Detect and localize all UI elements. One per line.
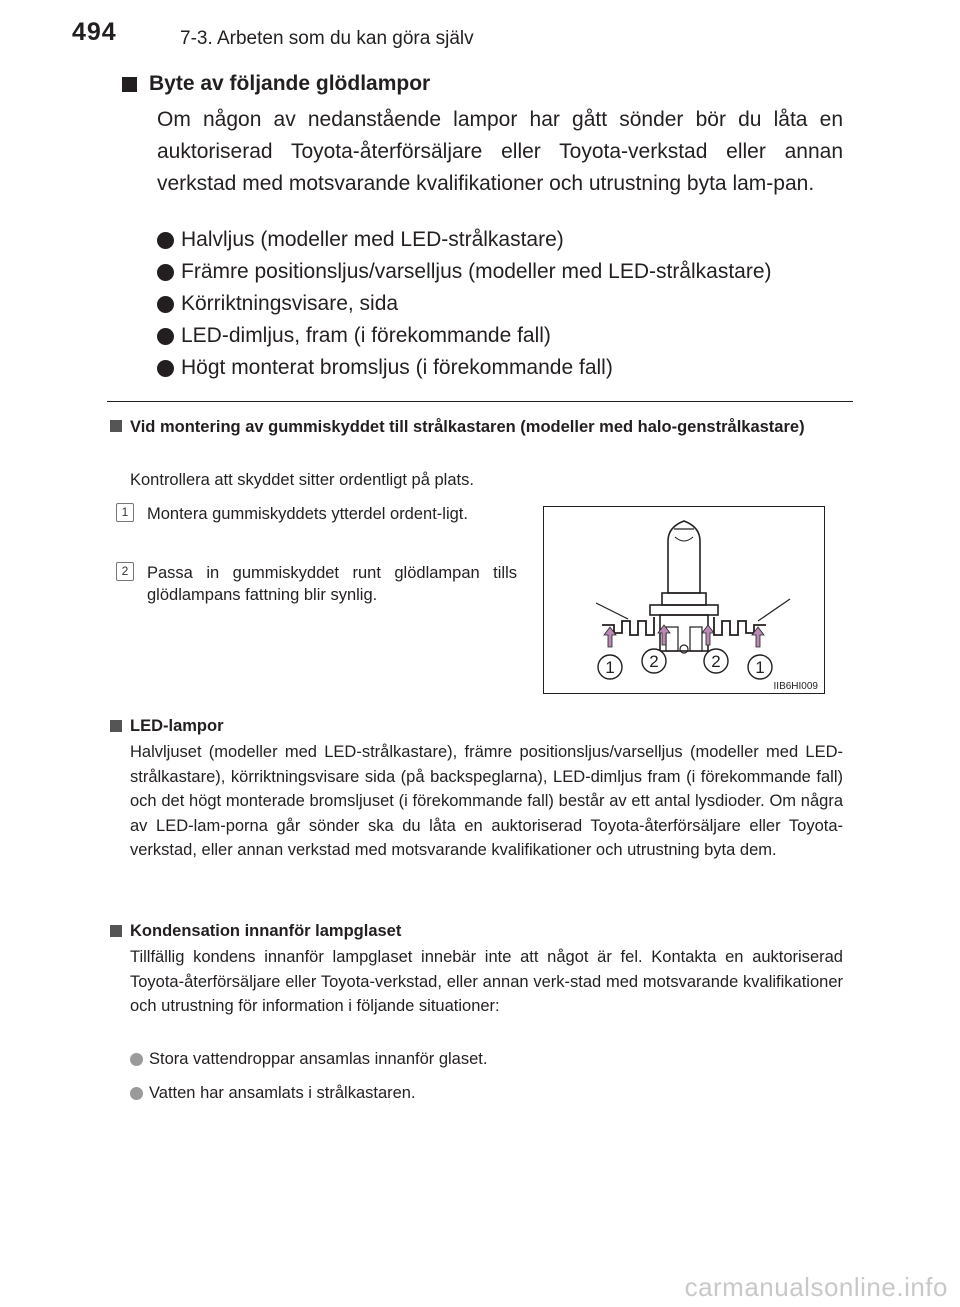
subsection-title: Kondensation innanför lampglaset	[130, 922, 402, 940]
list-item	[130, 1050, 487, 1069]
section-body: Om någon av nedanstående lampor har gått sönder bör du låta en auktoriserad Toyota-återförsäljare eller Toyota-verkstad eller annan verkstad med motsvarande kvalifikationer och utrustning byta lam-pan.	[157, 108, 843, 195]
bullet-dot-icon	[130, 1087, 143, 1100]
bullet-dot-icon	[157, 264, 174, 281]
step-number-badge: 2	[116, 562, 134, 581]
watermark: carmanualsonline.info	[684, 1272, 948, 1302]
list-item-text: Främre positionsljus/varselljus (modeller med LED-strålkastare)	[181, 260, 772, 283]
subsection-title: Vid montering av gummiskyddet till strålkastaren (modeller med halo-genstrålkastare)	[130, 418, 805, 436]
list-item-text: Stora vattendroppar ansamlas innanför glaset.	[149, 1050, 488, 1068]
bullet-dot-icon	[157, 232, 174, 249]
square-bullet-icon	[110, 925, 122, 937]
square-bullet-icon	[110, 720, 122, 732]
bullet-dot-icon	[157, 328, 174, 345]
list-item	[130, 1084, 416, 1103]
section-title: Byte av följande glödlampor	[149, 72, 431, 95]
square-bullet-icon	[110, 420, 122, 432]
list-item	[157, 292, 398, 316]
bulb-illustration	[544, 507, 824, 693]
list-item	[157, 356, 613, 380]
list-item	[157, 228, 564, 252]
bulb-rubber-cover-figure	[543, 506, 825, 694]
figure-code: IIB6HI009	[773, 681, 818, 692]
square-bullet-icon	[122, 77, 137, 92]
list-item-text: LED-dimljus, fram (i förekommande fall)	[181, 324, 551, 347]
bullet-dot-icon	[130, 1053, 143, 1066]
page-number: 494	[72, 18, 117, 46]
list-item-text: Halvljus (modeller med LED-strålkastare)	[181, 228, 564, 251]
step-number-badge: 1	[116, 503, 134, 522]
list-item-text: Vatten har ansamlats i strålkastaren.	[149, 1084, 416, 1102]
callout-2: 2	[711, 652, 721, 671]
list-item	[157, 260, 772, 284]
subsection-body: Kontrollera att skyddet sitter ordentligt på plats.	[130, 471, 474, 489]
step-text: Passa in gummiskyddet runt glödlampan tills glödlampans fattning blir synlig.	[147, 564, 517, 604]
subsection-body: Halvljuset (modeller med LED-strålkastare), främre positionsljus/varselljus (modeller med LED-strålkastare), körriktningsvisare sida (på backspeglarna), LED-dimljus fram (i förekommande fall) och det högt monterade bromsljuset (i förekommande fall) består av ett antal lysdioder. Om några av LED-lam-porna går sönder ska du låta en auktoriserad Toyota-återförsäljare eller Toyota-verkstad, eller annan verkstad med motsvarande kvalifikationer och utrustning byta dem.	[130, 743, 843, 859]
step-text: Montera gummiskyddets ytterdel ordent-ligt.	[147, 505, 468, 523]
callout-2: 2	[649, 652, 659, 671]
callout-1: 1	[605, 658, 615, 677]
list-item-text: Körriktningsvisare, sida	[181, 292, 399, 315]
subsection-body: Tillfällig kondens innanför lampglaset innebär inte att något är fel. Kontakta en auktoriserad Toyota-återförsäljare eller Toyota-verkstad, eller annan verk-stad med motsvarande kvalifikationer och utrustning för information i följande situationer:	[130, 948, 843, 1015]
list-item-text: Högt monterat bromsljus (i förekommande fall)	[181, 356, 613, 379]
callout-1: 1	[755, 658, 765, 677]
chapter-title: 7-3. Arbeten som du kan göra själv	[180, 28, 474, 49]
bullet-dot-icon	[157, 360, 174, 377]
section-divider	[107, 401, 853, 402]
list-item	[157, 324, 551, 348]
bullet-dot-icon	[157, 296, 174, 313]
subsection-title: LED-lampor	[130, 717, 224, 735]
section-heading-bulbs	[122, 72, 430, 96]
